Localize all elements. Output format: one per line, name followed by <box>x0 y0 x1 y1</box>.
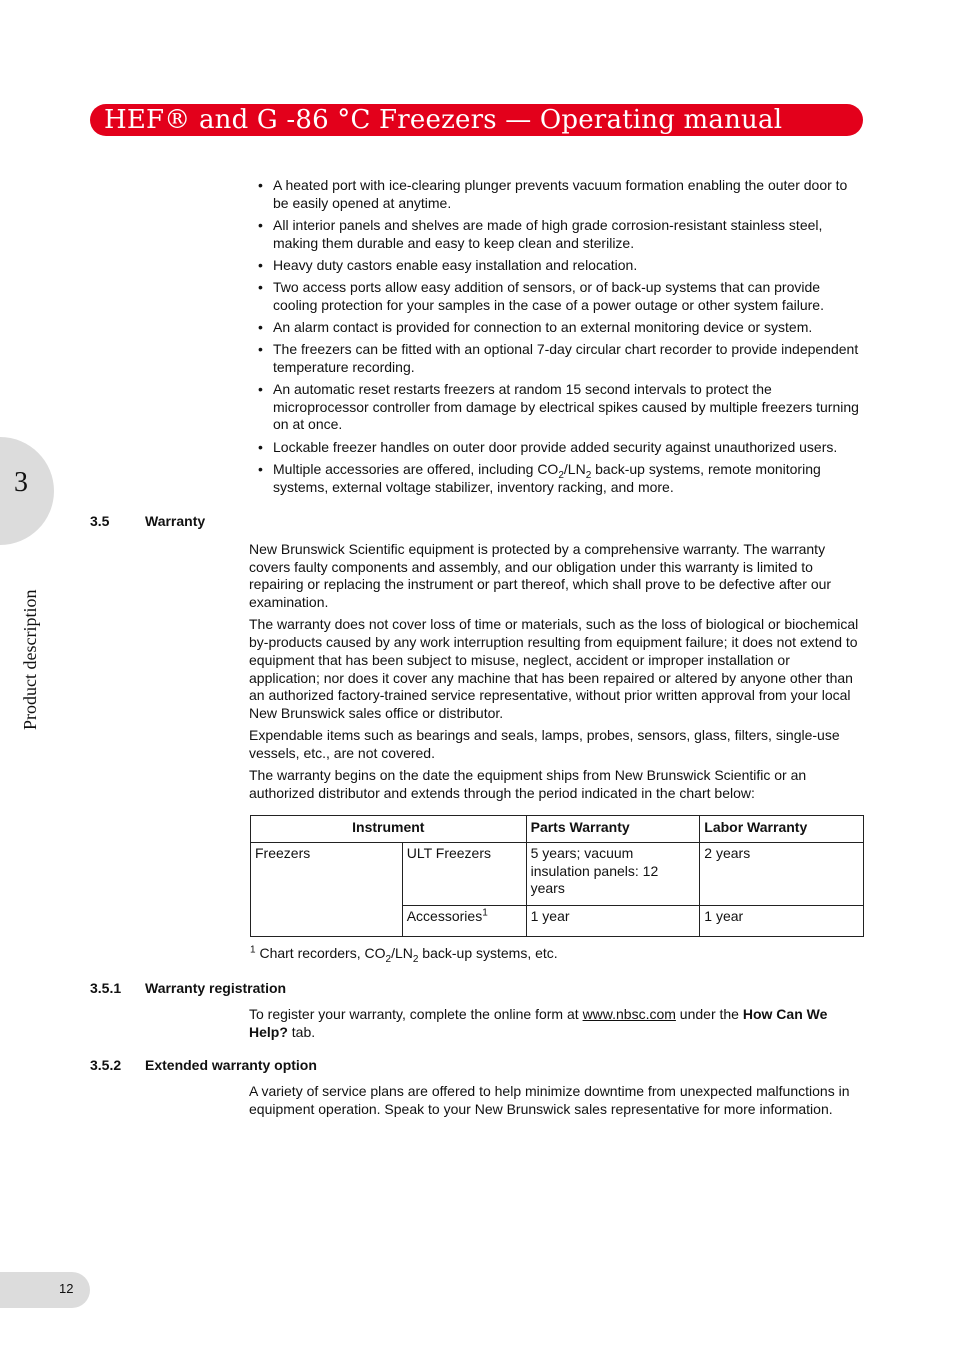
parts-cell: 1 year <box>526 906 700 937</box>
item-cell: Accessories$^1$ <box>402 906 526 937</box>
section-title: Warranty registration <box>145 980 287 996</box>
paragraph: A variety of service plans are offered to help minimize downtime from unexpected malfunctions in equipment operation. Speak to your New Brunswick sales representative for more information. <box>249 1083 850 1117</box>
list-item: • Two access ports allow easy addition of sensors, or of back-up systems that can provide cooling protection for your samples in the case of a power outage or other system failure. <box>258 279 863 314</box>
labor-cell: 2 years <box>700 843 864 906</box>
list-item: • An alarm contact is provided for connection to an external monitoring device or system. <box>258 319 863 337</box>
header-instrument: Instrument <box>251 816 527 843</box>
parts-cell: 5 years; vacuum insulation panels: 12 years <box>526 843 700 906</box>
chapter-number: 3 <box>14 467 28 498</box>
section-title: Extended warranty option <box>145 1057 317 1073</box>
section-title: Warranty <box>145 513 206 529</box>
paragraph: To register your warranty, complete the online form at www.nbsc.com under the How Can We Help? tab. <box>249 1006 828 1040</box>
section-number: 3.5.1 <box>90 980 122 996</box>
nbsc-link[interactable]: www.nbsc.com <box>582 1006 676 1022</box>
extended-body <box>249 1083 863 1123</box>
group-cell: Freezers <box>251 843 403 937</box>
warranty-body <box>249 541 863 807</box>
section-heading-extended <box>90 1057 317 1075</box>
list-item: • The freezers can be fitted with an optional 7-day circular chart recorder to provide independent temperature recording. <box>258 341 863 376</box>
paragraph: The warranty does not cover loss of time or materials, such as the loss of biological or biochemical by-products caused by any work interruption resulting from equipment failure; it does not extend to equipment that has been subject to misuse, neglect, accident or improper installation or application; nor does it cover any machine that has been repaired or altered by anyone other than an authorized factory-trained service representative, without prior written approval from your local New Brunswick sales office or distributor. <box>249 616 859 721</box>
warranty-table <box>250 815 864 937</box>
side-label-text: Product description <box>20 589 40 730</box>
header-banner <box>90 104 863 136</box>
item-cell: ULT Freezers <box>402 843 526 906</box>
section-number: 3.5 <box>90 513 110 529</box>
page-number: 12 <box>59 1281 74 1296</box>
labor-cell: 1 year <box>700 906 864 937</box>
list-item: • All interior panels and shelves are made of high grade corrosion-resistant stainless steel, making them durable and easy to keep clean and sterilize. <box>258 217 863 252</box>
section-heading-registration <box>90 980 286 998</box>
paragraph: Expendable items such as bearings and seals, lamps, probes, sensors, glass, filters, single-use vessels, etc., are not covered. <box>249 727 840 761</box>
list-item: • A heated port with ice-clearing plunger prevents vacuum formation enabling the outer door to be easily opened at anytime. <box>258 177 863 212</box>
section-heading-warranty <box>90 513 205 531</box>
header-parts: Parts Warranty <box>526 816 700 843</box>
list-item: • Lockable freezer handles on outer door provide added security against unauthorized users. <box>258 439 863 457</box>
list-item: • Multiple accessories are offered, including $CO_2/LN_2$ back-up systems, remote monitoring systems, external voltage stabilizer, inventory racking, and more. <box>258 461 863 496</box>
table-header-row <box>251 816 864 843</box>
header-labor: Labor Warranty <box>700 816 864 843</box>
page-tab <box>0 1272 90 1308</box>
paragraph: The warranty begins on the date the equipment ships from New Brunswick Scientific or an authorized distributor and extends through the period indicated in the chart below: <box>249 767 807 801</box>
registration-body <box>249 1006 863 1046</box>
table-row <box>251 843 864 906</box>
list-item: • Heavy duty castors enable easy installation and relocation. <box>258 257 863 275</box>
table-footnote: $^1$ Chart recorders, $CO_2/LN_2$ back-up systems, etc. <box>250 944 558 965</box>
list-item: • An automatic reset restarts freezers at random 15 second intervals to protect the microprocessor controller from damage by electrical spikes caused by multiple freezers turning on at once. <box>258 381 863 434</box>
feature-list <box>258 177 863 501</box>
document-title: HEF® and G -86 °C Freezers — Operating manual <box>104 105 783 135</box>
paragraph: New Brunswick Scientific equipment is protected by a comprehensive warranty. The warranty covers faulty components and assembly, and our obligation under this warranty is limited to repairing or replacing the instrument or part thereof, which shall prove to be defective after our examination. <box>249 541 832 611</box>
section-number: 3.5.2 <box>90 1057 122 1073</box>
